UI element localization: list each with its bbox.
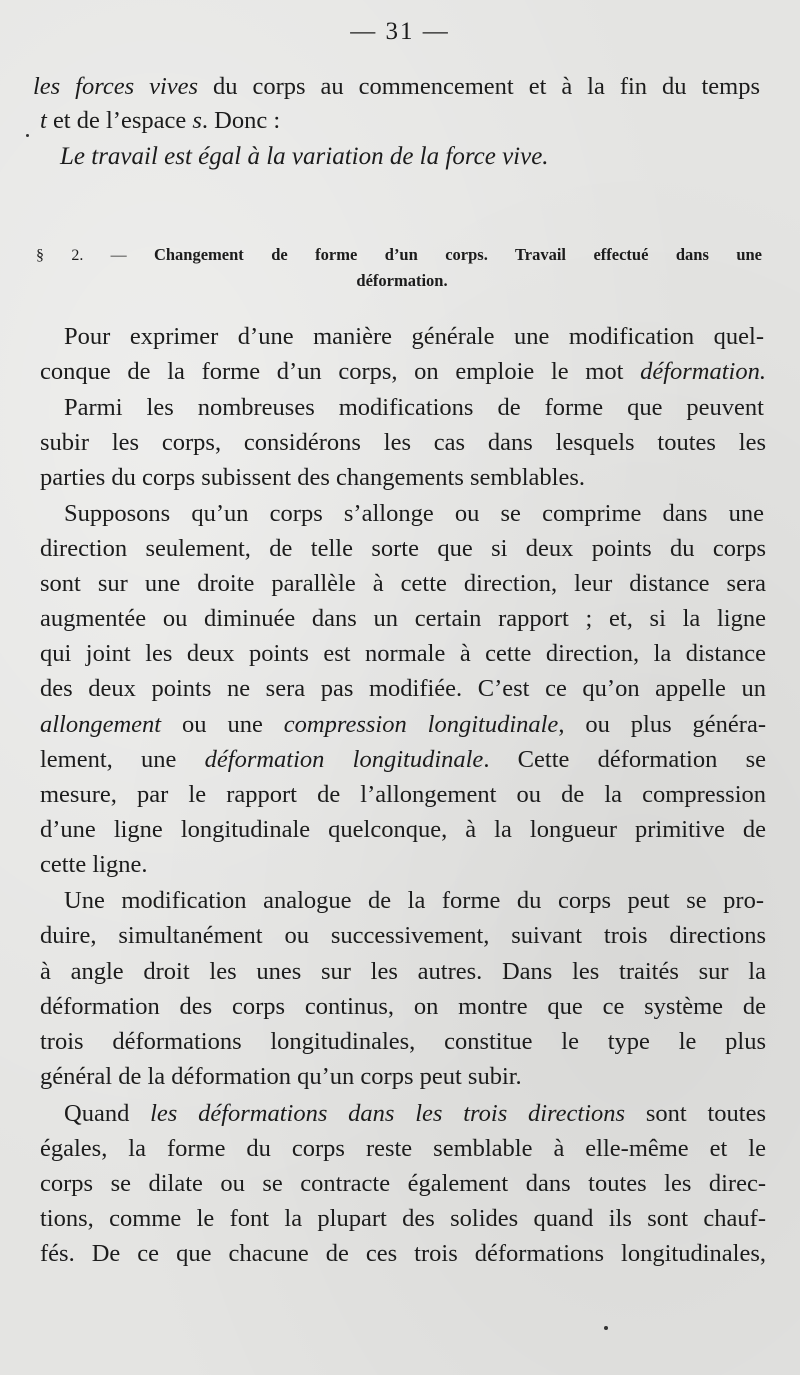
text-line: égales, la forme du corps reste semblable à elle-même et le: [40, 1135, 766, 1162]
text-line: Supposons qu’un corps s’allonge ou se comprime dans une: [64, 500, 764, 527]
text-line: duire, simultanément ou successivement, suivant trois directions: [40, 922, 766, 949]
text-line: mesure, par le rapport de l’allongement ou de la compression: [40, 781, 766, 808]
text-line: subir les corps, considérons les cas dans lesquels toutes les: [40, 429, 766, 456]
text-line: lement, une déformation longitudinale. Cette déformation se: [40, 746, 766, 773]
text-line: à angle droit les unes sur les autres. Dans les traités sur la: [40, 958, 766, 985]
text-line: conque de la forme d’un corps, on emploie le mot déformation.: [40, 358, 766, 385]
text-line: Pour exprimer d’une manière générale une modification quel-: [64, 323, 764, 350]
text-line: corps se dilate ou se contracte également dans toutes les direc-: [40, 1170, 766, 1197]
text-line: les forces vives du corps au commencement et à la fin du temps: [33, 73, 760, 100]
print-speck: [604, 1326, 608, 1330]
text-line: tions, comme le font la plupart des solides quand ils sont chauf-: [40, 1205, 766, 1232]
text-line: fés. De ce que chacune de ces trois déformations longitudinales,: [40, 1240, 766, 1267]
text-line: d’une ligne longitudinale quelconque, à la longueur primitive de: [40, 816, 766, 843]
text-line: général de la déformation qu’un corps peut subir.: [40, 1063, 522, 1090]
text-line: trois déformations longitudinales, constitue le type le plus: [40, 1028, 766, 1055]
text-line: déformation des corps continus, on montre que ce système de: [40, 993, 766, 1020]
conclusion-statement: Le travail est égal à la variation de la force vive.: [60, 143, 549, 170]
page-number: — 31 —: [350, 18, 450, 45]
text-line: allongement ou une compression longitudinale, ou plus généra-: [40, 711, 766, 738]
text-line: direction seulement, de telle sorte que si deux points du corps: [40, 535, 766, 562]
text-line: Une modification analogue de la forme du corps peut se pro-: [64, 887, 764, 914]
text-line: cette ligne.: [40, 851, 148, 878]
text-line: Parmi les nombreuses modifications de forme que peuvent: [64, 394, 764, 421]
text-line: des deux points ne sera pas modifiée. C’est ce qu’on appelle un: [40, 675, 766, 702]
text-line: parties du corps subissent des changements semblables.: [40, 464, 586, 491]
text-line: Quand les déformations dans les trois directions sont toutes: [64, 1100, 766, 1127]
section-heading: § 2. — Changement de forme d’un corps. Travail effectué dans une: [36, 245, 763, 264]
text-line: augmentée ou diminuée dans un certain rapport ; et, si la ligne: [40, 605, 766, 632]
text-line: sont sur une droite parallèle à cette direction, leur distance sera: [40, 570, 766, 597]
print-speck: [26, 134, 29, 137]
text-line: t et de l’espace s. Donc :: [40, 107, 281, 134]
section-heading-continued: déformation.: [356, 271, 448, 290]
text-line: qui joint les deux points est normale à cette direction, la distance: [40, 640, 766, 667]
